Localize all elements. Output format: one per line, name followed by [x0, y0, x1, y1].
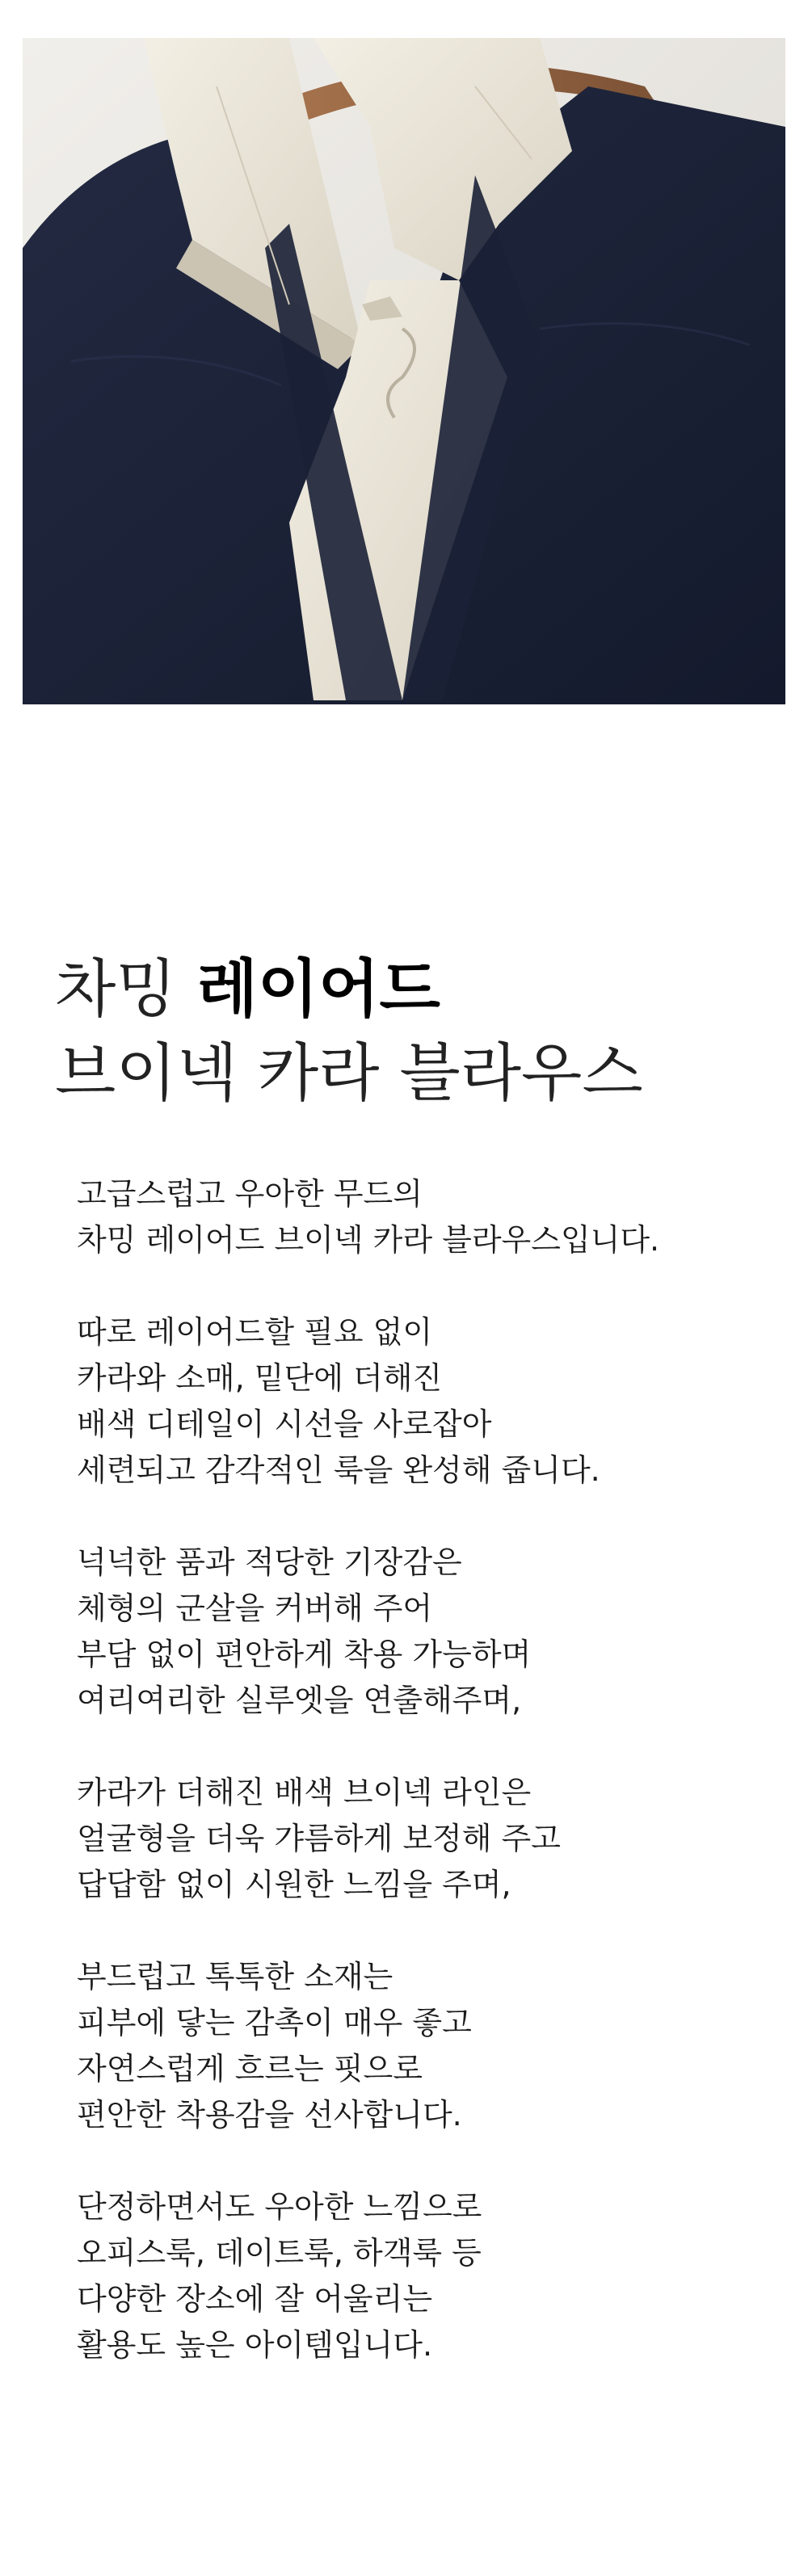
description-paragraph — [77, 1954, 772, 2138]
description-line: 카라와 소매, 밑단에 더해진 — [77, 1360, 443, 1396]
description-line: 활용도 높은 아이템입니다. — [77, 2327, 433, 2363]
description-line: 다양한 장소에 잘 어울리는 — [77, 2281, 433, 2317]
description-paragraph — [77, 1171, 772, 1263]
product-photo — [23, 38, 785, 704]
description-line: 부드럽고 톡톡한 소재는 — [77, 1959, 393, 1994]
title-line-2: 브이넥 카라 블라우스 — [55, 1037, 643, 1110]
title-line-1 — [55, 949, 766, 1030]
description-line: 차밍 레이어드 브이넥 카라 블라우스입니다. — [77, 1222, 660, 1258]
description-line: 단정하면서도 우아한 느낌으로 — [77, 2189, 482, 2225]
description-line: 부담 없이 편안하게 착용 가능하며 — [77, 1637, 532, 1672]
description-line: 세련되고 감각적인 룩을 완성해 줍니다. — [77, 1452, 600, 1488]
description-line: 배색 디테일이 시선을 사로잡아 — [77, 1406, 492, 1442]
description-line: 얼굴형을 더욱 갸름하게 보정해 주고 — [77, 1821, 561, 1856]
description-line: 자연스럽게 흐르는 핏으로 — [77, 2051, 423, 2086]
product-description — [77, 1171, 772, 2414]
description-line: 여리여리한 실루엣을 연출해주며, — [77, 1683, 522, 1718]
description-paragraph — [77, 2184, 772, 2368]
description-line: 넉넉한 품과 적당한 기장감은 — [77, 1544, 462, 1580]
description-line: 편안한 착용감을 선사합니다. — [77, 2097, 462, 2133]
description-line: 답답함 없이 시원한 느낌을 주며, — [77, 1867, 511, 1902]
title-bold-text: 레이어드 — [196, 953, 440, 1026]
description-line: 카라가 더해진 배색 브이넥 라인은 — [77, 1775, 532, 1810]
description-line: 고급스럽고 우아한 무드의 — [77, 1176, 423, 1212]
description-line: 피부에 닿는 감촉이 매우 좋고 — [77, 2005, 472, 2040]
description-line: 따로 레이어드할 필요 없이 — [77, 1314, 433, 1350]
description-paragraph — [77, 1309, 772, 1494]
product-title — [55, 949, 766, 1114]
title-light-text: 차밍 — [55, 953, 177, 1026]
description-line: 체형의 군살을 커버해 주어 — [77, 1591, 433, 1626]
description-paragraph — [77, 1540, 772, 1724]
description-paragraph — [77, 1770, 772, 1908]
description-line: 오피스룩, 데이트룩, 하객룩 등 — [77, 2235, 482, 2271]
